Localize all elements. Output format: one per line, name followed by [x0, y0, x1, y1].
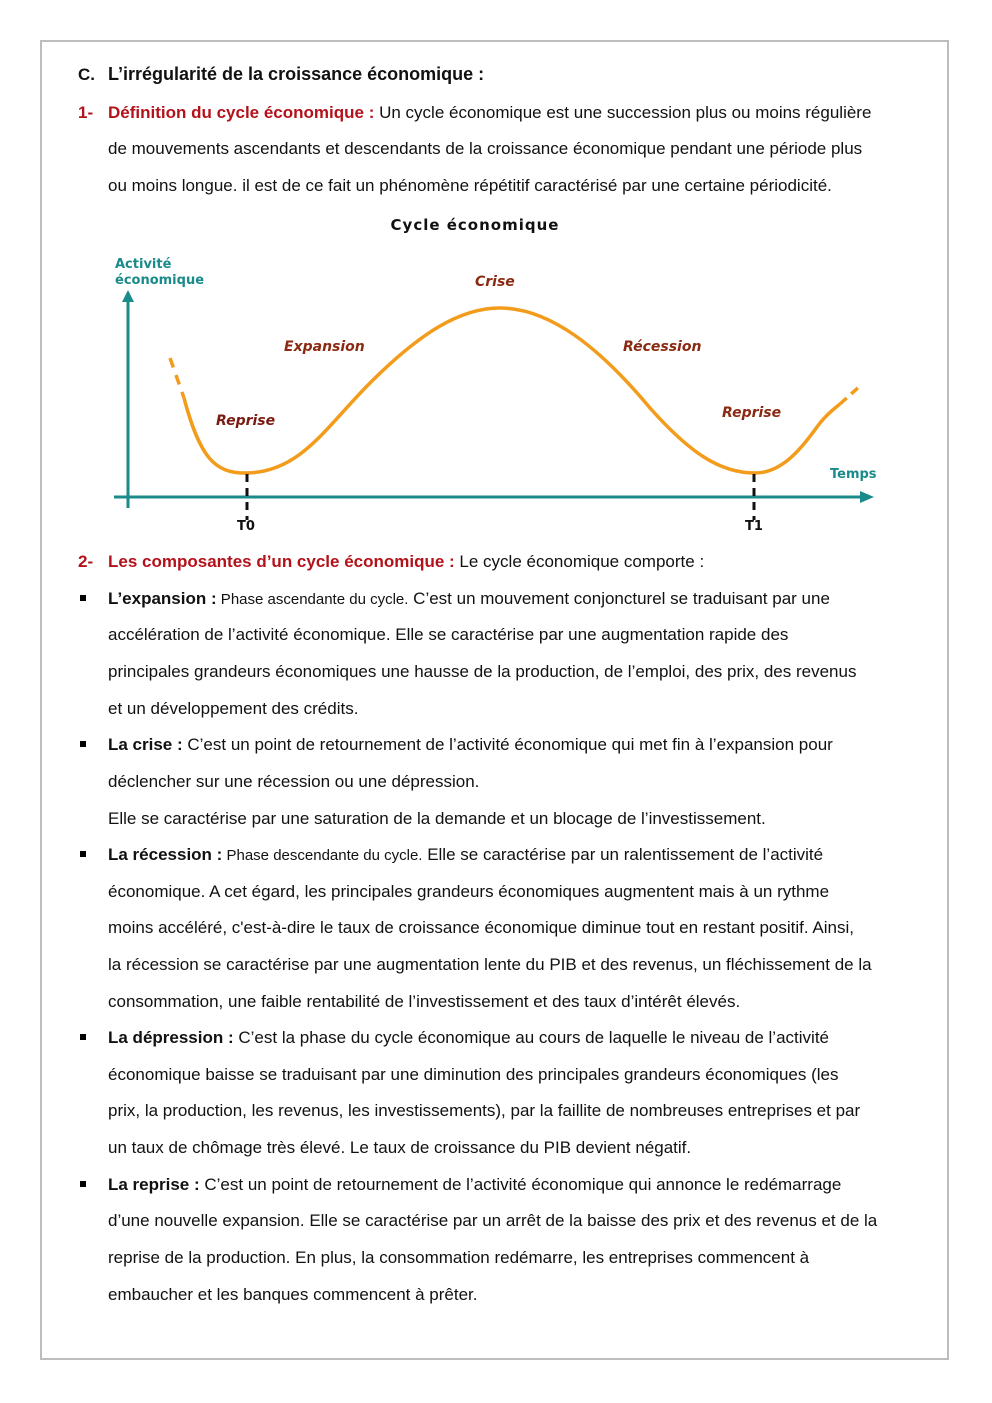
- phase-label-recession: Récession: [623, 339, 702, 355]
- section1-line-3: ou moins longue. il est de ce fait un phénomène répétitif caractérisé par une certaine périodicité.: [108, 176, 832, 195]
- item-recession-term: La récession :: [108, 845, 223, 864]
- chart-title: Cycle économique: [390, 216, 560, 234]
- section1-number: 1-: [78, 103, 94, 122]
- section2-title: Les composantes d’un cycle économique :: [108, 552, 455, 571]
- x-axis-label: Temps: [830, 467, 877, 482]
- item-recession-first-line: [108, 844, 823, 867]
- item-depression-line: prix, la production, les revenus, les investissements), par la faillite de nombreuses entreprises et par: [108, 1101, 861, 1120]
- item-expansion-rest: C’est un mouvement conjoncturel se traduisant par une: [408, 589, 830, 608]
- item-expansion-line: principales grandeurs économiques une hausse de la production, de l’emploi, des prix, des revenus: [108, 662, 857, 681]
- section2-first-line: [108, 551, 704, 573]
- item-crise-line: déclencher sur une récession ou une dépression.: [108, 772, 480, 791]
- item-recession-line: la récession se caractérise par une augmentation lente du PIB et des revenus, un fléchissement de la: [108, 955, 872, 974]
- y-axis-label-line1: Activité: [115, 257, 172, 272]
- y-axis-label-line2: économique: [115, 273, 205, 288]
- item-depression-rest: C’est la phase du cycle économique au cours de laquelle le niveau de l’activité: [233, 1028, 829, 1047]
- section1-first-line: [108, 102, 871, 124]
- cycle-curve: [184, 308, 840, 473]
- item-expansion-line: accélération de l’activité économique. Elle se caractérise par une augmentation rapide des: [108, 625, 789, 644]
- bullet-icon: [80, 741, 86, 747]
- item-depression-term: La dépression :: [108, 1028, 234, 1047]
- item-reprise-line: embaucher et les banques commencent à prêter.: [108, 1285, 478, 1304]
- section2-intro: Le cycle économique comporte :: [454, 552, 705, 571]
- bullet-icon: [80, 851, 86, 857]
- x-tick-t1: T1: [745, 519, 763, 534]
- bullet-icon: [80, 1181, 86, 1187]
- phase-label-crise: Crise: [475, 274, 515, 290]
- item-reprise-rest: C’est un point de retournement de l’activité économique qui annonce le redémarrage: [199, 1175, 842, 1194]
- item-crise-term: La crise :: [108, 735, 183, 754]
- phase-label-expansion: Expansion: [284, 339, 365, 355]
- item-expansion-line: et un développement des crédits.: [108, 699, 359, 718]
- item-depression-line: économique baisse se traduisant par une diminution des principales grandeurs économiques (les: [108, 1065, 839, 1084]
- x-axis-arrow-icon: [860, 491, 874, 503]
- section2-number: 2-: [78, 552, 94, 571]
- bullet-icon: [80, 1034, 86, 1040]
- item-reprise-line: d’une nouvelle expansion. Elle se caractérise par un arrêt de la baisse des prix et des revenus et de la: [108, 1211, 878, 1230]
- item-crise-line: Elle se caractérise par une saturation de la demande et un blocage de l’investissement.: [108, 809, 766, 828]
- item-recession-line: moins accéléré, c'est-à-dire le taux de croissance économique diminue tout en restant positif. Ainsi,: [108, 918, 854, 937]
- item-crise-first-line: [108, 734, 833, 756]
- item-reprise-first-line: [108, 1174, 841, 1196]
- item-crise-rest: C’est un point de retournement de l’activité économique qui met fin à l’expansion pour: [182, 735, 833, 754]
- item-expansion-lead: Phase ascendante du cycle.: [216, 591, 409, 608]
- item-reprise-term: La reprise :: [108, 1175, 200, 1194]
- y-axis-arrow-icon: [122, 290, 134, 302]
- item-recession-line: consommation, une faible rentabilité de l’investissement et des taux d’intérêt élevés.: [108, 992, 741, 1011]
- curve-dashed-end: [840, 386, 860, 404]
- bullet-icon: [80, 595, 86, 601]
- section1-line-2: de mouvements ascendants et descendants de la croissance économique pendant une période plus: [108, 139, 863, 158]
- curve-dashed-start: [170, 358, 184, 398]
- item-recession-rest: Elle se caractérise par un ralentissement de l’activité: [422, 845, 824, 864]
- phase-label-reprise-1: Reprise: [216, 413, 276, 429]
- item-depression-first-line: [108, 1027, 829, 1049]
- item-recession-lead: Phase descendante du cycle.: [222, 847, 423, 864]
- item-expansion-first-line: [108, 588, 830, 611]
- section1-text: Un cycle économique est une succession plus ou moins régulière: [374, 103, 872, 122]
- item-recession-line: économique. A cet égard, les principales grandeurs économiques augmentent mais à un rythme: [108, 882, 830, 901]
- heading-marker: C.: [78, 65, 95, 84]
- heading-title: L’irrégularité de la croissance économique :: [108, 64, 485, 84]
- x-tick-t0: T0: [237, 519, 255, 534]
- section1-title: Définition du cycle économique :: [108, 103, 375, 122]
- item-expansion-term: L’expansion :: [108, 589, 217, 608]
- economic-cycle-chart: [100, 208, 900, 538]
- item-reprise-line: reprise de la production. En plus, la consommation redémarre, les entreprises commencent à: [108, 1248, 810, 1267]
- item-depression-line: un taux de chômage très élevé. Le taux de croissance du PIB devient négatif.: [108, 1138, 692, 1157]
- phase-label-reprise-2: Reprise: [722, 405, 782, 421]
